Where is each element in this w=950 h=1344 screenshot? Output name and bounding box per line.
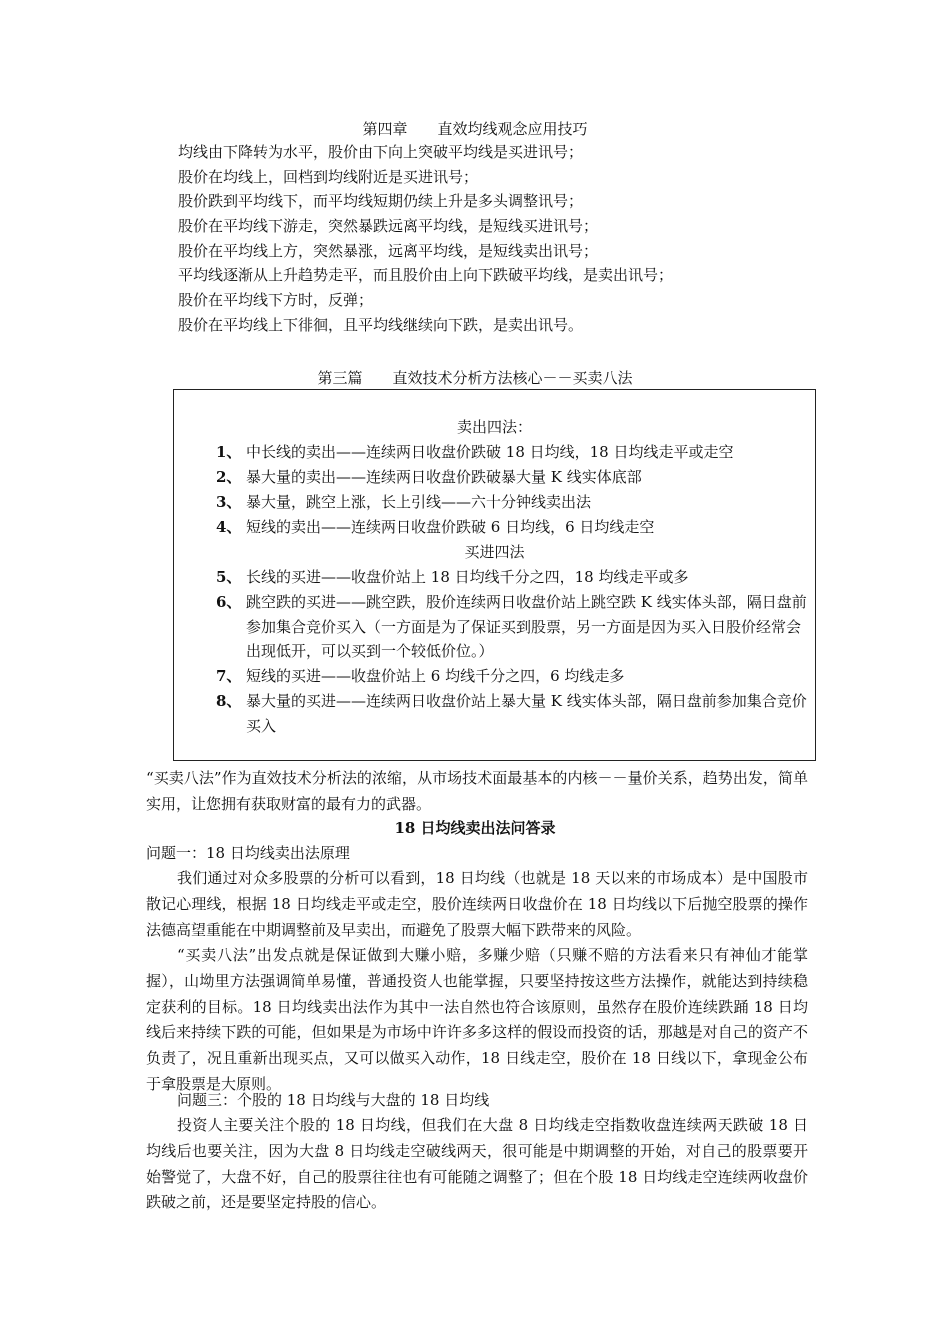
rule-line: 平均线逐渐从上升趋势走平，而且股价由上向下跌破平均线，是卖出讯号； [178,266,674,285]
eight-methods-box [173,389,816,761]
rule-line: 股价在平均线上下徘徊，且平均线继续向下跌，是卖出讯号。 [178,315,584,334]
rule-line: 股价在平均线下游走，突然暴跌远离平均线，是短线买进讯号； [178,217,599,236]
question-one-title: 问题一：18 日均线卖出法原理 [146,844,350,862]
question-one-paragraph-1: 我们通过对众多股票的分析可以看到，18 日均线（也就是 18 天以来的市场成本）是中国股市散记心理线，根据 18 日均线走平或走空，股价连续两日收盘价在 18 日均线以下后抛空股票的操作法德高望重能在中期调整前及早卖出，而避免了股票大幅下跌带来的风险。 [146,869,808,939]
method-text: 跳空跌的买进——跳空跌，股价连续两日收盘价站上跳空跌 K 线实体头部，隔日盘前参加集合竞价买入（一方面是为了保证买到股票，另一方面是因为买入日股价经常会出现低开，可以买到一个较低价位。） [246,593,807,660]
qa-title: 18 日均线卖出法问答录 [394,819,556,837]
chapter-title: 第四章 直效均线观念应用技巧 [362,120,588,138]
method-number: 4、 [216,518,242,536]
rule-line: 股价在平均线上方，突然暴涨，远离平均线，是短线卖出讯号； [178,241,599,260]
method-text: 暴大量，跳空上涨，长上引线——六十分钟线卖出法 [246,493,592,511]
method-text: 暴大量的买进——连续两日收盘价站上暴大量 K 线实体头部，隔日盘前参加集合竞价买入 [246,692,807,735]
question-three-title: 问题三：个股的 18 日均线与大盘的 18 日均线 [177,1091,490,1109]
rule-line: 股价在均线上，回档到均线附近是买进讯号； [178,167,479,186]
buy-methods-heading: 买进四法 [464,543,525,561]
method-text: 短线的卖出——连续两日收盘价跌破 6 日均线，6 日均线走空 [246,518,655,536]
chapter-rules-list [178,140,673,338]
method-number: 1、 [216,443,242,461]
question-one-paragraph-2: “买卖八法”出发点就是保证做到大赚小赔，多赚少赔（只赚不赔的方法看来只有神仙才能掌握），山坳里方法强调简单易懂，普通投资人也能掌握，只要坚持按这些方法操作，就能达到持续稳定获利的目标。18 日均线卖出法作为其中一法自然也符合该原则，虽然存在股价连续跌踊 18 日均线后来持续下跌的可能，但如果是为市场中许许多多这样的假设而投资的话，那越是对自己的资产不负责了，况且重新出现买点，又可以做买入动作，18 日线走空，股价在 18 日线以下，拿现金公布于拿股票是大原则。 [146,946,808,1093]
method-number: 7、 [216,667,242,685]
rule-line: 股价跌到平均线下，而平均线短期仍续上升是多头调整讯号； [178,192,584,211]
rule-line: 均线由下降转为水平，股价由下向上突破平均线是买进讯号； [178,143,584,161]
summary-paragraph: “买卖八法”作为直效技术分析法的浓缩，从市场技术面最基本的内核－－量价关系，趋势出发，简单实用，让您拥有获取财富的最有力的武器。 [146,769,808,813]
method-number: 2、 [216,468,242,486]
rule-line: 股价在平均线下方时，反弹； [178,291,374,310]
section-title: 第三篇 直效技术分析方法核心－－买卖八法 [317,369,633,387]
method-text: 中长线的卖出——连续两日收盘价跌破 18 日均线，18 日均线走平或走空 [246,443,734,461]
method-text: 长线的买进——收盘价站上 18 日均线千分之四，18 均线走平或多 [246,568,689,586]
method-number: 5、 [216,568,242,586]
method-number: 8、 [216,692,242,710]
sell-methods-heading: 卖出四法： [456,418,532,436]
method-number: 6、 [216,593,242,611]
method-number: 3、 [216,493,242,511]
method-text: 短线的买进——收盘价站上 6 均线千分之四，6 均线走多 [246,667,625,685]
method-text: 暴大量的卖出——连续两日收盘价跌破暴大量 K 线实体底部 [246,468,642,486]
question-three-paragraph: 投资人主要关注个股的 18 日均线，但我们在大盘 8 日均线走空指数收盘连续两天跌破 18 日均线后也要关注，因为大盘 8 日均线走空破线两天，很可能是中期调整的开始，对自己的股票要开始警觉了，大盘不好，自己的股票往往也有可能随之调整了；但在个股 18 日均线走空连续两收盘价跌破之前，还是要坚定持股的信心。 [146,1116,808,1212]
